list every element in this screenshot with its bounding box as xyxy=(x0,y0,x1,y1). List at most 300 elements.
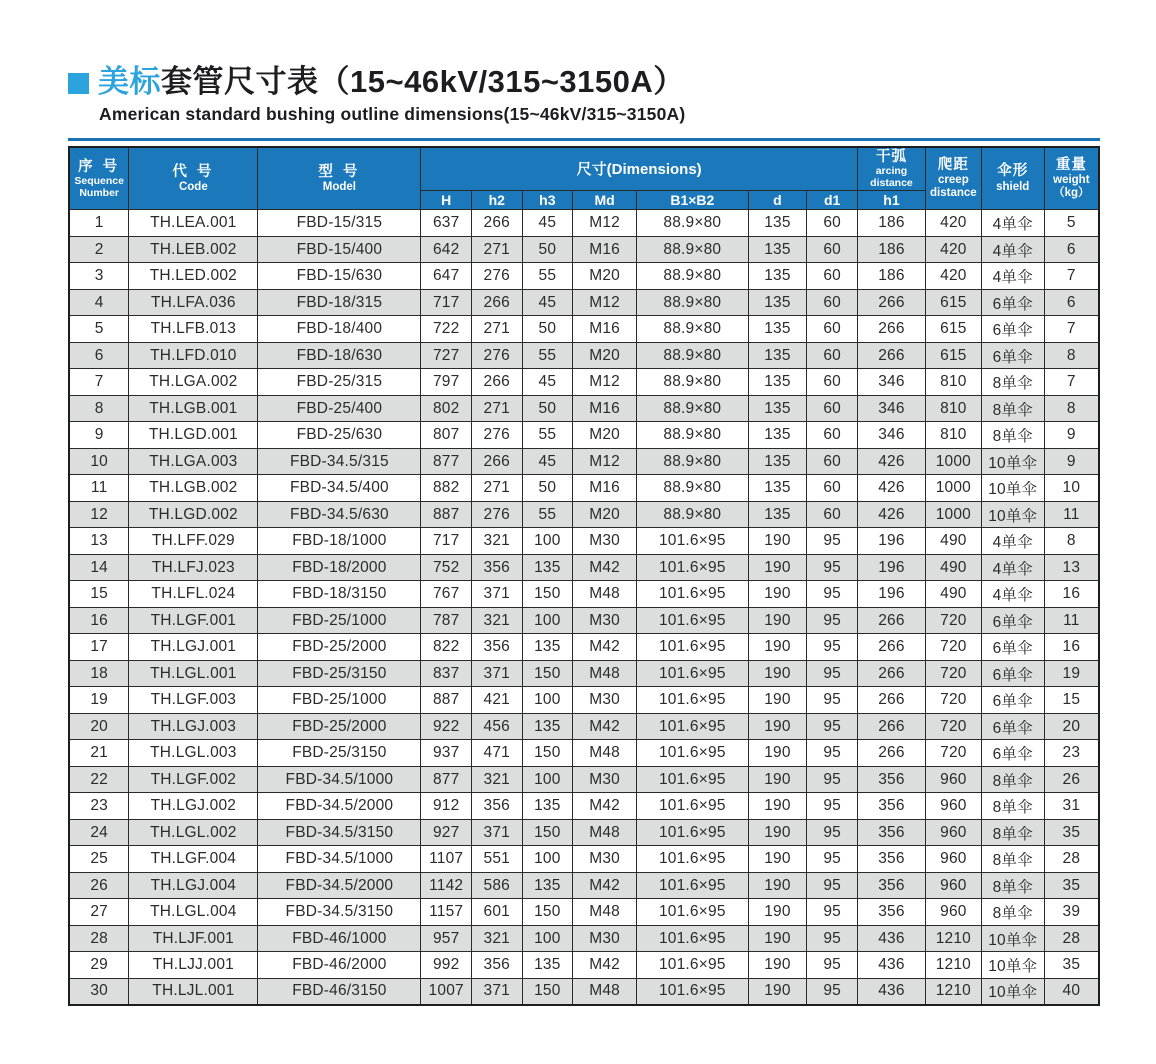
table-row xyxy=(69,899,1099,926)
table-cell: 101.6×95 xyxy=(637,766,748,793)
table-cell: 266 xyxy=(857,740,925,767)
table-cell: 266 xyxy=(857,660,925,687)
table-cell: 10单伞 xyxy=(981,925,1044,952)
table-cell: 19 xyxy=(69,687,129,714)
table-cell: M20 xyxy=(573,342,637,369)
table-cell: 95 xyxy=(807,872,858,899)
col-header-Md: Md xyxy=(573,191,637,210)
table-cell: TH.LED.002 xyxy=(129,263,258,290)
table-cell: 101.6×95 xyxy=(637,872,748,899)
col-header-H: H xyxy=(421,191,472,210)
table-cell: 807 xyxy=(421,422,472,449)
table-cell: 101.6×95 xyxy=(637,581,748,608)
table-cell: 10 xyxy=(69,448,129,475)
table-cell: 321 xyxy=(471,925,522,952)
table-cell: 436 xyxy=(857,978,925,1005)
table-cell: 135 xyxy=(748,475,807,502)
table-cell: 190 xyxy=(748,687,807,714)
table-cell: 647 xyxy=(421,263,472,290)
table-cell: 356 xyxy=(471,793,522,820)
table-cell: 3 xyxy=(69,263,129,290)
table-cell: 24 xyxy=(69,819,129,846)
table-cell: 135 xyxy=(748,501,807,528)
table-cell: 88.9×80 xyxy=(637,236,748,263)
table-cell: 88.9×80 xyxy=(637,395,748,422)
table-cell: M42 xyxy=(573,872,637,899)
table-cell: 1000 xyxy=(926,448,982,475)
table-cell: 717 xyxy=(421,528,472,555)
table-cell: 9 xyxy=(69,422,129,449)
table-cell: 45 xyxy=(522,369,573,396)
table-cell: 40 xyxy=(1044,978,1099,1005)
table-cell: 88.9×80 xyxy=(637,316,748,343)
table-row xyxy=(69,342,1099,369)
table-cell: 1107 xyxy=(421,846,472,873)
table-cell: TH.LGL.003 xyxy=(129,740,258,767)
table-cell: 371 xyxy=(471,660,522,687)
table-cell: 276 xyxy=(471,263,522,290)
table-cell: TH.LGD.001 xyxy=(129,422,258,449)
table-cell: 95 xyxy=(807,687,858,714)
table-cell: M12 xyxy=(573,289,637,316)
table-cell: 6单伞 xyxy=(981,607,1044,634)
table-cell: 95 xyxy=(807,528,858,555)
table-cell: 22 xyxy=(69,766,129,793)
table-cell: FBD-15/315 xyxy=(258,210,421,237)
table-cell: 10单伞 xyxy=(981,952,1044,979)
table-cell: 722 xyxy=(421,316,472,343)
table-row xyxy=(69,713,1099,740)
table-cell: 100 xyxy=(522,607,573,634)
table-cell: 6单伞 xyxy=(981,740,1044,767)
table-cell: M20 xyxy=(573,501,637,528)
table-cell: 371 xyxy=(471,581,522,608)
col-header-code xyxy=(129,147,258,210)
col-header-arcing-en2: distance xyxy=(870,176,913,189)
table-cell: 60 xyxy=(807,501,858,528)
table-cell: 356 xyxy=(857,846,925,873)
table-cell: 271 xyxy=(471,395,522,422)
table-cell: 8单伞 xyxy=(981,422,1044,449)
col-header-weight xyxy=(1044,147,1099,210)
table-cell: 4单伞 xyxy=(981,554,1044,581)
table-cell: TH.LEA.001 xyxy=(129,210,258,237)
table-cell: 135 xyxy=(522,872,573,899)
table-cell: 837 xyxy=(421,660,472,687)
table-cell: FBD-18/1000 xyxy=(258,528,421,555)
table-cell: 6 xyxy=(1044,289,1099,316)
table-cell: 720 xyxy=(926,687,982,714)
table-cell: 6单伞 xyxy=(981,316,1044,343)
table-cell: 436 xyxy=(857,925,925,952)
table-cell: TH.LGF.001 xyxy=(129,607,258,634)
table-cell: 100 xyxy=(522,528,573,555)
table-cell: 95 xyxy=(807,846,858,873)
table-cell: 95 xyxy=(807,581,858,608)
table-cell: 271 xyxy=(471,236,522,263)
table-cell: 7 xyxy=(1044,316,1099,343)
col-header-creep-distance xyxy=(926,147,982,210)
table-cell: FBD-15/630 xyxy=(258,263,421,290)
table-cell: 266 xyxy=(471,289,522,316)
table-cell: 642 xyxy=(421,236,472,263)
table-cell: 190 xyxy=(748,819,807,846)
table-cell: 887 xyxy=(421,501,472,528)
table-cell: 6单伞 xyxy=(981,687,1044,714)
table-cell: 95 xyxy=(807,607,858,634)
table-row xyxy=(69,210,1099,237)
table-cell: 23 xyxy=(69,793,129,820)
table-cell: 150 xyxy=(522,740,573,767)
table-cell: 27 xyxy=(69,899,129,926)
table-cell: TH.LJJ.001 xyxy=(129,952,258,979)
col-header-weight-en: weight xyxy=(1053,173,1090,186)
table-cell: FBD-18/2000 xyxy=(258,554,421,581)
table-row xyxy=(69,316,1099,343)
table-cell: FBD-25/3150 xyxy=(258,660,421,687)
table-cell: 10单伞 xyxy=(981,978,1044,1005)
table-cell: 882 xyxy=(421,475,472,502)
table-cell: 150 xyxy=(522,899,573,926)
table-cell: M30 xyxy=(573,607,637,634)
table-cell: FBD-34.5/3150 xyxy=(258,819,421,846)
table-cell: 8单伞 xyxy=(981,369,1044,396)
table-cell: 6单伞 xyxy=(981,713,1044,740)
table-cell: 60 xyxy=(807,316,858,343)
table-cell: TH.LGF.003 xyxy=(129,687,258,714)
table-cell: M16 xyxy=(573,395,637,422)
col-header-h3: h3 xyxy=(522,191,573,210)
table-cell: 266 xyxy=(857,607,925,634)
table-cell: 135 xyxy=(748,369,807,396)
table-cell: 100 xyxy=(522,687,573,714)
table-cell: TH.LGF.002 xyxy=(129,766,258,793)
table-cell: 190 xyxy=(748,713,807,740)
table-cell: 101.6×95 xyxy=(637,607,748,634)
table-cell: 8单伞 xyxy=(981,793,1044,820)
dimensions-table xyxy=(68,146,1100,1006)
table-cell: 1210 xyxy=(926,952,982,979)
table-cell: TH.LGL.001 xyxy=(129,660,258,687)
table-cell: 28 xyxy=(1044,925,1099,952)
table-cell: 190 xyxy=(748,581,807,608)
col-header-sequence-en1: Sequence xyxy=(74,174,124,187)
col-header-creep-en1: creep xyxy=(938,173,969,186)
table-cell: M30 xyxy=(573,528,637,555)
table-cell: TH.LFB.013 xyxy=(129,316,258,343)
table-cell: TH.LGJ.001 xyxy=(129,634,258,661)
table-cell: 8 xyxy=(1044,342,1099,369)
table-cell: M48 xyxy=(573,660,637,687)
table-cell: 190 xyxy=(748,554,807,581)
table-cell: M30 xyxy=(573,925,637,952)
table-cell: 356 xyxy=(857,819,925,846)
table-cell: 11 xyxy=(1044,501,1099,528)
table-cell: 50 xyxy=(522,475,573,502)
table-cell: 26 xyxy=(69,872,129,899)
table-cell: 8单伞 xyxy=(981,766,1044,793)
table-cell: 787 xyxy=(421,607,472,634)
table-cell: 1157 xyxy=(421,899,472,926)
blue-square-bullet-icon xyxy=(68,73,89,94)
table-row xyxy=(69,634,1099,661)
table-cell: 45 xyxy=(522,210,573,237)
table-cell: TH.LGJ.004 xyxy=(129,872,258,899)
col-header-creep-en2: distance xyxy=(930,187,977,200)
table-cell: M30 xyxy=(573,766,637,793)
table-cell: FBD-34.5/2000 xyxy=(258,872,421,899)
table-cell: FBD-34.5/315 xyxy=(258,448,421,475)
table-cell: M48 xyxy=(573,978,637,1005)
table-cell: 2 xyxy=(69,236,129,263)
table-cell: 150 xyxy=(522,581,573,608)
table-cell: 11 xyxy=(1044,607,1099,634)
col-header-code-en: Code xyxy=(178,180,208,193)
table-cell: 271 xyxy=(471,316,522,343)
table-cell: 15 xyxy=(1044,687,1099,714)
col-header-model-zh: 型 号 xyxy=(318,163,361,180)
table-cell: FBD-15/400 xyxy=(258,236,421,263)
table-cell: FBD-25/2000 xyxy=(258,713,421,740)
table-cell: 135 xyxy=(522,713,573,740)
table-cell: 271 xyxy=(471,475,522,502)
table-cell: 95 xyxy=(807,793,858,820)
table-cell: 190 xyxy=(748,899,807,926)
table-cell: 266 xyxy=(857,289,925,316)
col-header-sequence-zh: 序 号 xyxy=(78,158,121,175)
table-cell: 887 xyxy=(421,687,472,714)
table-row xyxy=(69,501,1099,528)
table-cell: 23 xyxy=(1044,740,1099,767)
table-cell: TH.LFF.029 xyxy=(129,528,258,555)
table-cell: TH.LGB.002 xyxy=(129,475,258,502)
table-cell: 8单伞 xyxy=(981,819,1044,846)
col-header-dimensions-label: 尺寸(Dimensions) xyxy=(576,161,702,179)
table-row xyxy=(69,925,1099,952)
table-cell: TH.LGL.002 xyxy=(129,819,258,846)
table-cell: 266 xyxy=(471,369,522,396)
table-cell: 135 xyxy=(748,316,807,343)
table-cell: 135 xyxy=(748,289,807,316)
table-cell: M30 xyxy=(573,687,637,714)
table-cell: FBD-25/315 xyxy=(258,369,421,396)
table-cell: 60 xyxy=(807,289,858,316)
table-cell: 95 xyxy=(807,713,858,740)
table-cell: 937 xyxy=(421,740,472,767)
table-cell: 190 xyxy=(748,872,807,899)
col-header-code-zh: 代 号 xyxy=(172,163,215,180)
table-cell: 8 xyxy=(1044,395,1099,422)
table-cell: 321 xyxy=(471,528,522,555)
table-cell: 20 xyxy=(69,713,129,740)
table-cell: 190 xyxy=(748,925,807,952)
table-cell: 346 xyxy=(857,369,925,396)
table-cell: 4单伞 xyxy=(981,210,1044,237)
table-row xyxy=(69,978,1099,1005)
table-cell: 88.9×80 xyxy=(637,369,748,396)
col-header-model-en: Model xyxy=(322,180,356,193)
table-cell: 720 xyxy=(926,660,982,687)
table-cell: FBD-34.5/3150 xyxy=(258,899,421,926)
table-cell: M48 xyxy=(573,581,637,608)
table-cell: 101.6×95 xyxy=(637,687,748,714)
page-title xyxy=(98,66,685,99)
table-cell: 88.9×80 xyxy=(637,475,748,502)
table-cell: 135 xyxy=(748,448,807,475)
col-header-weight-unit: （kg） xyxy=(1053,187,1090,200)
table-cell: FBD-34.5/1000 xyxy=(258,846,421,873)
table-cell: 101.6×95 xyxy=(637,713,748,740)
table-cell: M48 xyxy=(573,899,637,926)
table-cell: 276 xyxy=(471,501,522,528)
table-cell: 927 xyxy=(421,819,472,846)
table-cell: 190 xyxy=(748,528,807,555)
table-cell: 615 xyxy=(926,342,982,369)
table-cell: 266 xyxy=(471,448,522,475)
table-cell: 727 xyxy=(421,342,472,369)
table-cell: 436 xyxy=(857,952,925,979)
table-cell: 16 xyxy=(1044,634,1099,661)
table-cell: 8 xyxy=(69,395,129,422)
table-cell: 186 xyxy=(857,210,925,237)
table-cell: 39 xyxy=(1044,899,1099,926)
table-cell: 88.9×80 xyxy=(637,501,748,528)
table-cell: 190 xyxy=(748,846,807,873)
table-cell: 426 xyxy=(857,475,925,502)
table-cell: M16 xyxy=(573,475,637,502)
table-cell: 88.9×80 xyxy=(637,448,748,475)
table-cell: 960 xyxy=(926,793,982,820)
table-cell: 4 xyxy=(69,289,129,316)
table-cell: 10单伞 xyxy=(981,501,1044,528)
table-cell: 356 xyxy=(857,793,925,820)
table-cell: 135 xyxy=(522,952,573,979)
table-cell: 35 xyxy=(1044,872,1099,899)
table-cell: 18 xyxy=(69,660,129,687)
table-cell: 356 xyxy=(471,952,522,979)
table-cell: FBD-34.5/1000 xyxy=(258,766,421,793)
table-cell: 95 xyxy=(807,740,858,767)
table-cell: 1000 xyxy=(926,475,982,502)
table-cell: 4单伞 xyxy=(981,263,1044,290)
table-cell: 190 xyxy=(748,978,807,1005)
dimensions-table-wrap xyxy=(68,138,1100,1006)
table-cell: 135 xyxy=(748,236,807,263)
table-cell: 490 xyxy=(926,528,982,555)
table-cell: FBD-34.5/400 xyxy=(258,475,421,502)
table-cell: M42 xyxy=(573,793,637,820)
table-cell: 11 xyxy=(69,475,129,502)
table-cell: 135 xyxy=(522,793,573,820)
table-cell: 55 xyxy=(522,263,573,290)
table-cell: 960 xyxy=(926,846,982,873)
table-cell: 150 xyxy=(522,819,573,846)
table-cell: TH.LGD.002 xyxy=(129,501,258,528)
table-cell: M42 xyxy=(573,952,637,979)
table-cell: TH.LFJ.023 xyxy=(129,554,258,581)
table-cell: FBD-25/3150 xyxy=(258,740,421,767)
table-cell: 720 xyxy=(926,740,982,767)
table-cell: 426 xyxy=(857,448,925,475)
table-cell: 60 xyxy=(807,475,858,502)
table-cell: FBD-25/2000 xyxy=(258,634,421,661)
table-cell: 4单伞 xyxy=(981,581,1044,608)
table-row xyxy=(69,607,1099,634)
table-cell: M42 xyxy=(573,634,637,661)
table-cell: 101.6×95 xyxy=(637,660,748,687)
table-cell: 60 xyxy=(807,395,858,422)
col-header-d: d xyxy=(748,191,807,210)
table-cell: 135 xyxy=(522,634,573,661)
table-cell: 822 xyxy=(421,634,472,661)
table-cell: 186 xyxy=(857,236,925,263)
table-cell: 346 xyxy=(857,422,925,449)
table-cell: 615 xyxy=(926,289,982,316)
table-cell: 100 xyxy=(522,846,573,873)
table-cell: FBD-34.5/630 xyxy=(258,501,421,528)
table-row xyxy=(69,395,1099,422)
table-row xyxy=(69,872,1099,899)
table-cell: 45 xyxy=(522,448,573,475)
table-cell: 60 xyxy=(807,448,858,475)
table-cell: 1007 xyxy=(421,978,472,1005)
table-cell: 1000 xyxy=(926,501,982,528)
table-cell: 101.6×95 xyxy=(637,899,748,926)
table-cell: 877 xyxy=(421,766,472,793)
table-cell: 95 xyxy=(807,925,858,952)
table-cell: FBD-25/1000 xyxy=(258,607,421,634)
table-cell: 190 xyxy=(748,660,807,687)
table-cell: 95 xyxy=(807,634,858,661)
col-header-arcing-distance xyxy=(857,147,925,191)
col-header-h1: h1 xyxy=(857,191,925,210)
table-cell: 321 xyxy=(471,607,522,634)
table-cell: FBD-25/400 xyxy=(258,395,421,422)
table-cell: 45 xyxy=(522,289,573,316)
table-cell: 55 xyxy=(522,422,573,449)
table-row xyxy=(69,528,1099,555)
table-cell: 456 xyxy=(471,713,522,740)
table-cell: 26 xyxy=(1044,766,1099,793)
table-cell: 20 xyxy=(1044,713,1099,740)
table-cell: 960 xyxy=(926,899,982,926)
table-cell: FBD-46/1000 xyxy=(258,925,421,952)
table-cell: M16 xyxy=(573,236,637,263)
table-cell: 35 xyxy=(1044,952,1099,979)
table-cell: M48 xyxy=(573,740,637,767)
table-cell: 7 xyxy=(1044,263,1099,290)
table-cell: 371 xyxy=(471,978,522,1005)
table-cell: 101.6×95 xyxy=(637,634,748,661)
table-cell: M20 xyxy=(573,422,637,449)
table-cell: 767 xyxy=(421,581,472,608)
table-cell: 912 xyxy=(421,793,472,820)
table-top-rule xyxy=(68,138,1100,141)
table-cell: 190 xyxy=(748,607,807,634)
table-cell: TH.LFA.036 xyxy=(129,289,258,316)
table-row xyxy=(69,554,1099,581)
table-cell: FBD-18/630 xyxy=(258,342,421,369)
table-cell: 421 xyxy=(471,687,522,714)
col-header-shield-en: shield xyxy=(996,180,1030,193)
table-cell: 101.6×95 xyxy=(637,740,748,767)
table-row xyxy=(69,448,1099,475)
table-cell: 95 xyxy=(807,766,858,793)
table-cell: 28 xyxy=(1044,846,1099,873)
table-cell: 810 xyxy=(926,422,982,449)
col-header-arcing-en1: arcing xyxy=(875,164,908,177)
table-cell: 6单伞 xyxy=(981,289,1044,316)
